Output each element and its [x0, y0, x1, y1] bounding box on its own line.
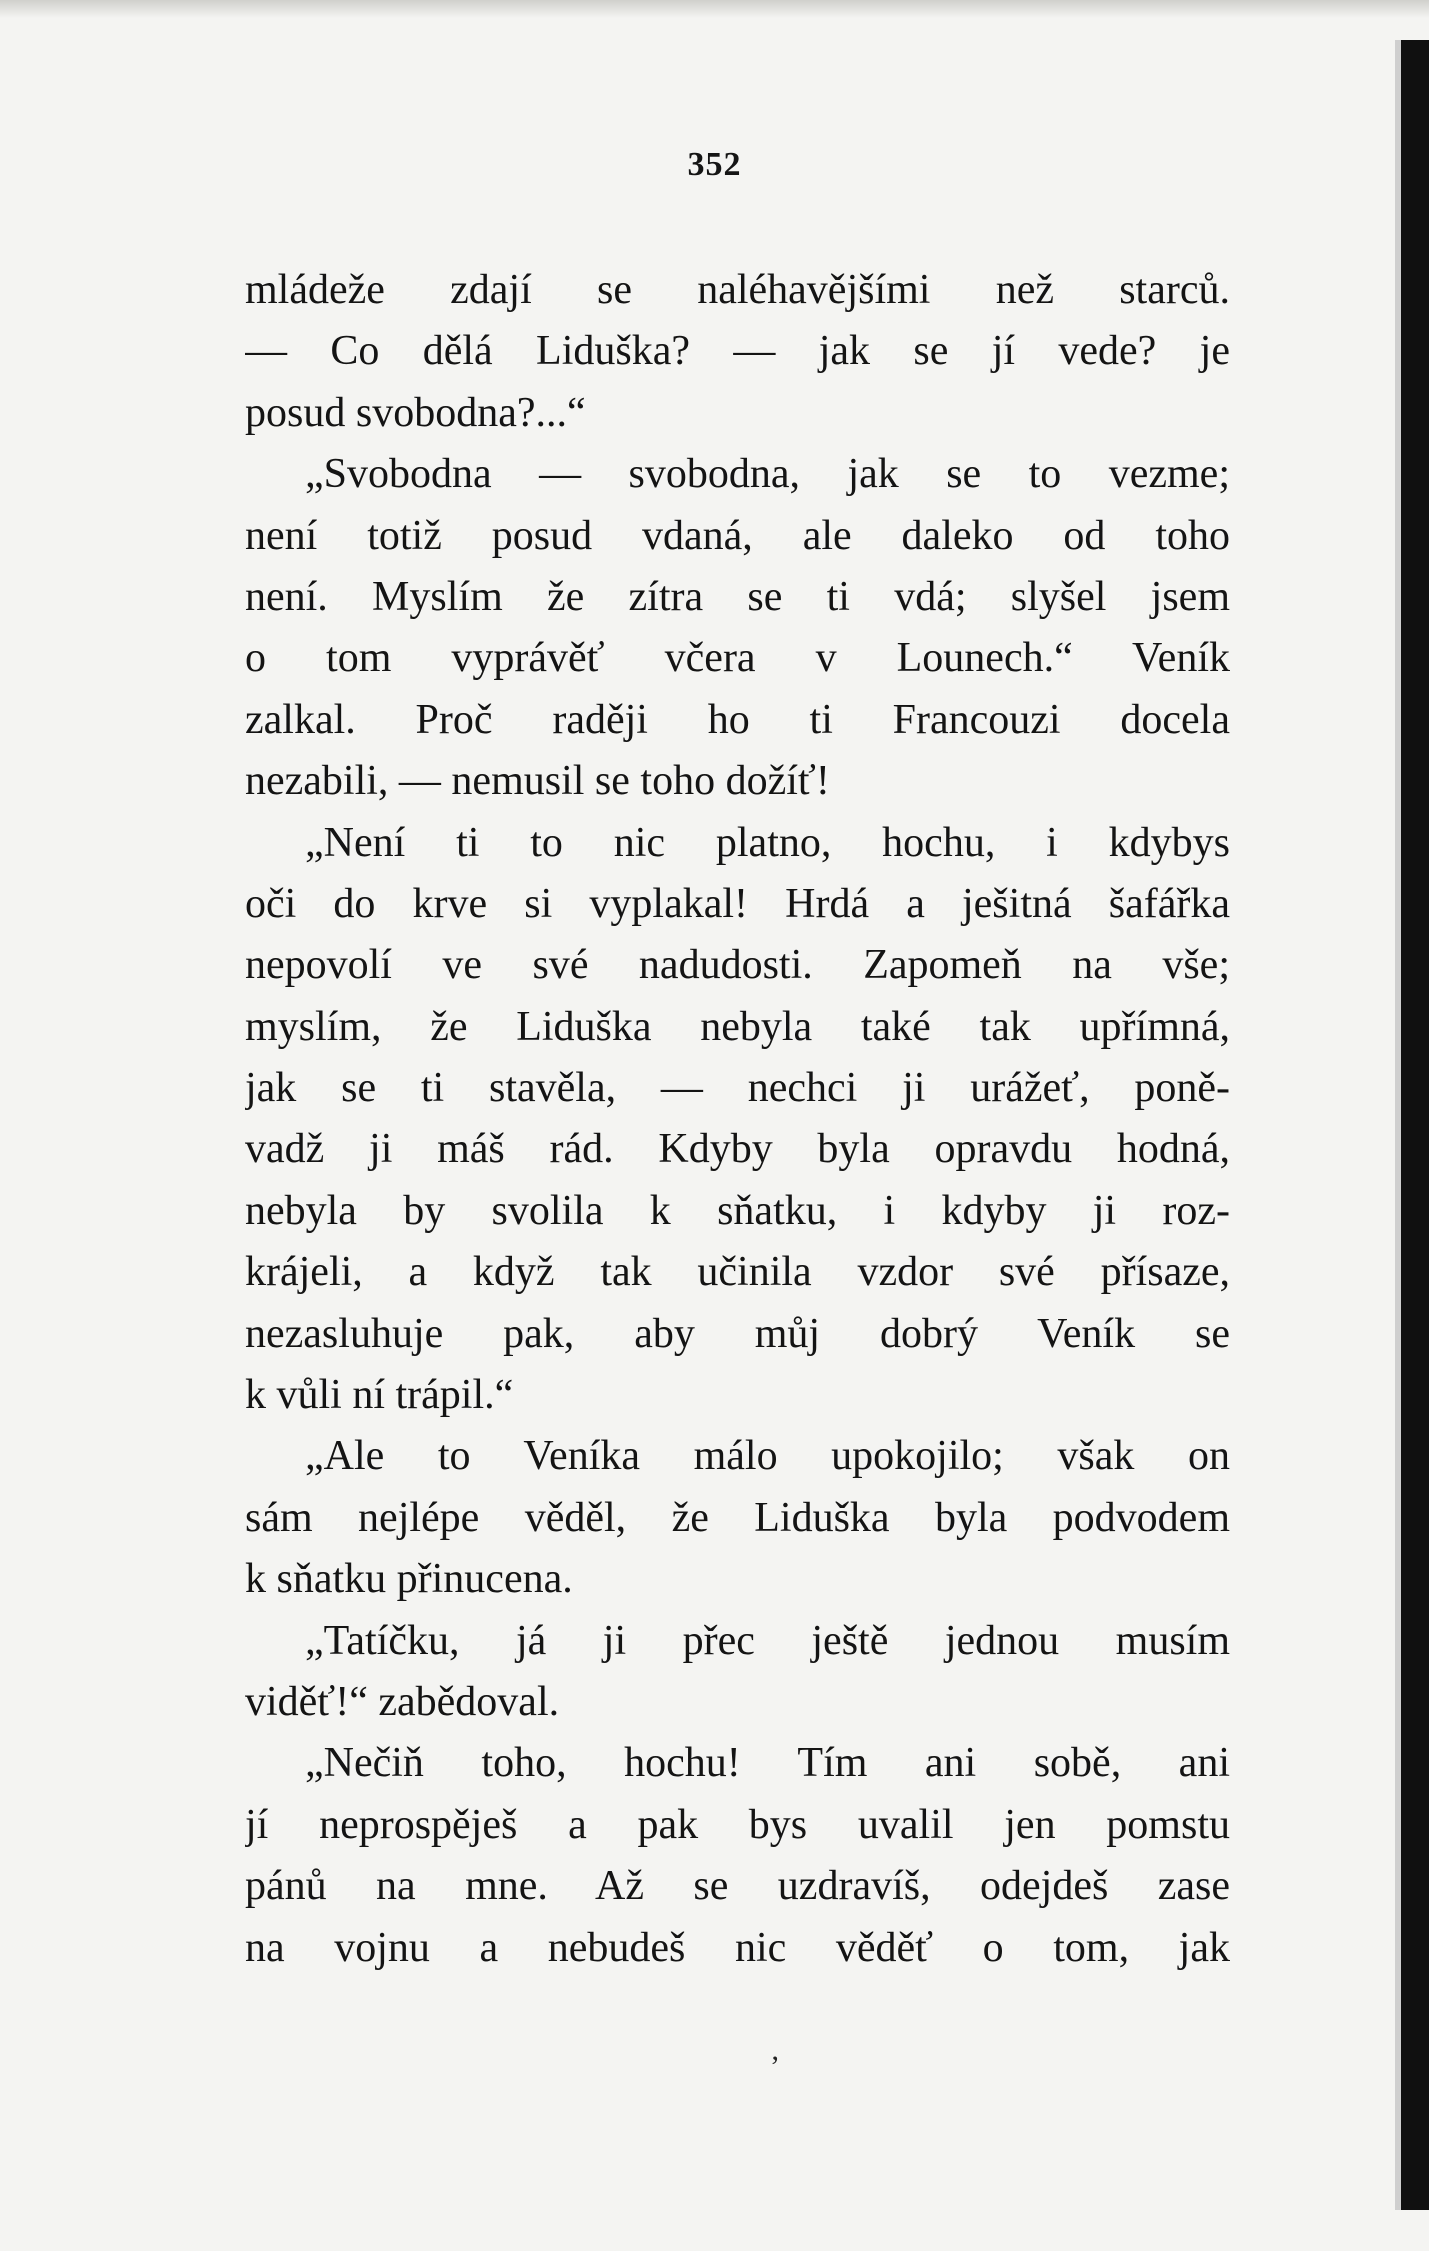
text-line: myslím, že Liduška nebyla také tak upřímná,	[245, 1003, 1230, 1050]
text-line: není. Myslím že zítra se ti vdá; slyšel jsem	[245, 573, 1230, 620]
text-line: „Tatíčku, já ji přec ještě jednou musím	[305, 1617, 1230, 1664]
page-number: 352	[687, 146, 742, 183]
text-line: nezabili, — nemusil se toho dožíť!	[245, 758, 830, 805]
text-line: oči do krve si vyplakal! Hrdá a ješitná šafářka	[245, 880, 1230, 927]
text-line: vadž ji máš rád. Kdyby byla opravdu hodná,	[245, 1126, 1230, 1173]
text-line: k sňatku přinucena.	[245, 1556, 573, 1603]
text-line: nebyla by svolila k sňatku, i kdyby ji roz-	[245, 1187, 1230, 1234]
text-line: o tom vyprávěť včera v Lounech.“ Veník	[245, 635, 1230, 682]
text-line: k vůli ní trápil.“	[245, 1372, 514, 1419]
text-line: sám nejlépe věděl, že Liduška byla podvodem	[245, 1494, 1230, 1541]
text-line: mládeže zdají se naléhavějšími než starců.	[245, 267, 1230, 313]
text-line: „Svobodna — svobodna, jak se to vezme;	[305, 451, 1230, 498]
text-line: jí neprospěješ a pak bys uvalil jen pomstu	[245, 1801, 1230, 1848]
text-line: „Není ti to nic platno, hochu, i kdybys	[305, 819, 1230, 866]
text-line: nezasluhuje pak, aby můj dobrý Veník se	[245, 1310, 1230, 1357]
text-line: krájeli, a když tak učinila vzdor své přísaze,	[245, 1249, 1230, 1296]
page-top-edge	[0, 0, 1429, 18]
page-binding-edge	[1401, 40, 1429, 2210]
text-line: „Ale to Veníka málo upokojilo; však on	[305, 1433, 1230, 1480]
text-line: — Co dělá Liduška? — jak se jí vede? je	[245, 328, 1230, 375]
page-binding-shadow	[1395, 40, 1401, 2210]
body-text	[245, 260, 1230, 1979]
text-line: „Nečiň toho, hochu! Tím ani sobě, ani	[305, 1740, 1230, 1787]
text-line: na vojnu a nebudeš nic věděť o tom, jak	[245, 1924, 1230, 1971]
text-line: nepovolí ve své nadudosti. Zapomeň na vše;	[245, 942, 1230, 989]
text-line: není totiž posud vdaná, ale daleko od toho	[245, 512, 1230, 559]
text-line: viděť!“ zabědoval.	[245, 1678, 560, 1725]
text-line: posud svobodna?...“	[245, 389, 586, 436]
text-line: zalkal. Proč raději ho ti Francouzi docela	[245, 696, 1230, 743]
ink-speck: ’	[770, 2050, 780, 2083]
text-line: pánů na mne. Až se uzdravíš, odejdeš zase	[245, 1863, 1230, 1910]
text-line: jak se ti stavěla, — nechci ji urážeť, poně-	[245, 1065, 1230, 1112]
